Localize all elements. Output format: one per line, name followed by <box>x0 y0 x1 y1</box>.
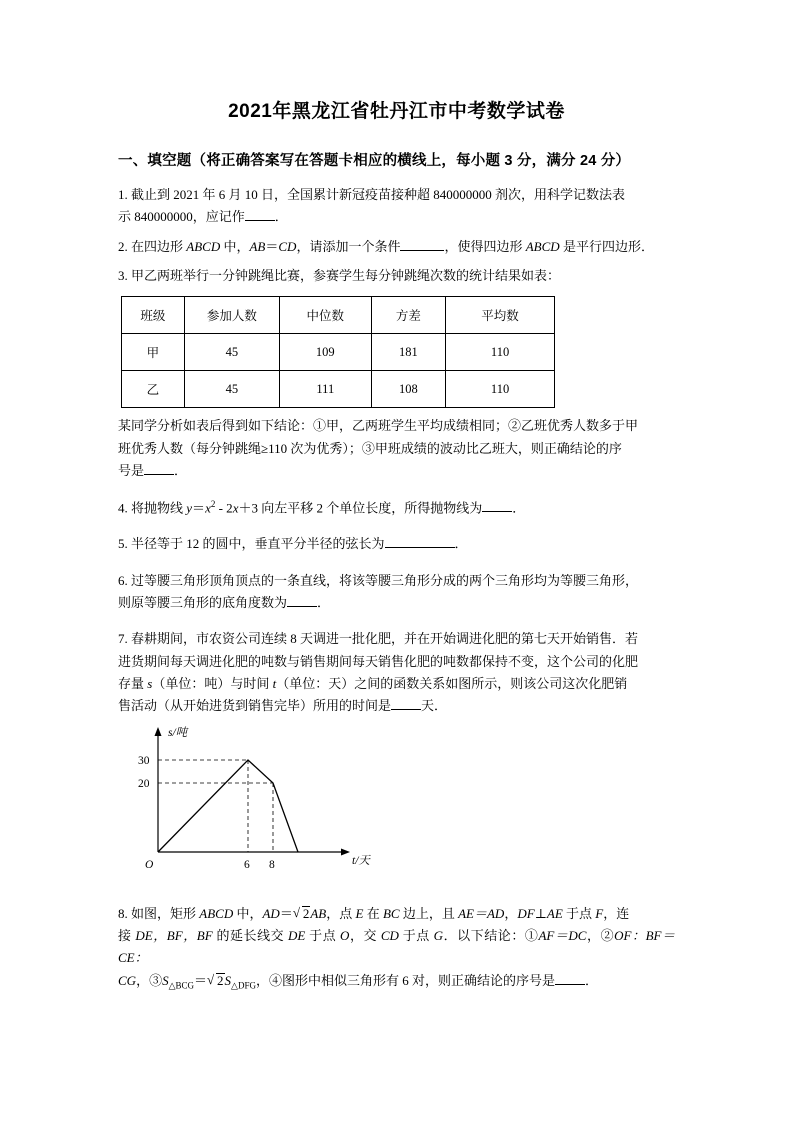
q6-line1: 过等腰三角形顶角顶点的一条直线，将该等腰三角形分成的两个三角形均为等腰三角形， <box>131 572 639 588</box>
x-tick-8: 8 <box>269 858 275 871</box>
q8-r3-sub1: △BCG <box>168 980 195 991</box>
statistics-table <box>121 296 555 408</box>
table-cell: 181 <box>371 334 445 371</box>
answer-blank-7[interactable] <box>391 709 421 710</box>
q8-r3-s: S <box>162 972 169 988</box>
q8-ff: F <box>595 905 604 921</box>
table-cell: 109 <box>279 334 371 371</box>
q6-end: ． <box>317 594 331 610</box>
q6-line2: 则原等腰三角形的底角度数为 <box>118 594 288 610</box>
question-1-period: ． <box>274 209 288 225</box>
answer-blank-2[interactable] <box>400 250 444 251</box>
question-3-text: 甲乙两班举行一分钟跳绳比赛，参赛学生每分钟跳绳次数的统计结果如表： <box>131 268 561 284</box>
q3-analysis-line3: 号是 <box>118 463 145 479</box>
q4-mid: - 2 <box>215 499 233 515</box>
table-cell: 110 <box>446 334 555 371</box>
question-1-line1: 截止到 2021 年 6 月 10 日，全国累计新冠疫苗接种超 840000000 剂次，用科学记数法表 <box>131 187 626 202</box>
answer-blank-5[interactable] <box>385 547 455 548</box>
q8-l2d: ，交 <box>349 928 381 944</box>
q8-f: 边上，且 <box>399 905 459 921</box>
q8-r1: AF＝DC <box>538 928 587 944</box>
q8-b: 中， <box>233 905 263 921</box>
answer-blank-8[interactable] <box>555 984 585 985</box>
y-axis-label: s/吨 <box>168 726 188 739</box>
q8-cd: CD <box>380 928 399 944</box>
q8-ad: AD <box>262 905 280 921</box>
question-8 <box>118 903 675 994</box>
y-tick-30: 30 <box>138 754 150 767</box>
q8-e: E <box>355 905 364 921</box>
table-header-cell: 方差 <box>371 297 445 334</box>
q8-abcd: ABCD <box>199 905 234 921</box>
q3-analysis-end: ． <box>174 463 188 479</box>
page-title: 2021年黑龙江省牡丹江市中考数学试卷 <box>228 101 565 122</box>
q8-l3c: ，④图形中相似三角形有 6 对，则正确结论的序号是 <box>255 972 555 988</box>
question-5 <box>118 533 675 555</box>
q4-eq: ＝ <box>192 499 206 515</box>
q7-t: t <box>272 676 277 691</box>
question-6-number: 6. <box>118 572 128 588</box>
table-row <box>122 371 555 408</box>
question-5-number: 5. <box>118 536 128 552</box>
question-3-analysis <box>118 415 675 482</box>
q8-sqrt-2b: √ 2 <box>207 970 225 992</box>
q8-r3-s2: S <box>224 972 232 988</box>
q3-analysis-line2: 班优秀人数（每分钟跳绳≥110 次为优秀）；③甲班成绩的波动比乙班大，则正确结论的序 <box>118 440 622 456</box>
question-7-figure <box>118 724 675 896</box>
table-header-cell: 班级 <box>122 297 185 334</box>
answer-blank-1[interactable] <box>245 220 275 221</box>
q8-l2e: 于点 <box>398 928 434 944</box>
answer-blank-3[interactable] <box>144 474 174 475</box>
q7-line3-a: 存量 <box>118 676 148 691</box>
question-1-line2: 示 840000000，应记作 <box>118 209 245 225</box>
question-2-number: 2. <box>118 238 128 254</box>
q5-end: ． <box>454 536 468 552</box>
table-row <box>122 334 555 371</box>
question-1 <box>118 184 675 229</box>
table-header-row <box>122 297 555 334</box>
q8-bc: BC <box>382 905 400 921</box>
q8-h: 于点 <box>562 905 596 921</box>
q4-plus: ＋3 向左平移 2 个单位长度，所得抛物线为 <box>238 499 483 515</box>
q8-l3a: CG <box>118 972 137 988</box>
q8-sqrt-2: √ 2 <box>293 903 311 925</box>
q8-ae-ad: AE＝AD <box>458 905 505 921</box>
q2-text-e: 是平行四边形． <box>559 238 654 254</box>
q7-line4-end: 天． <box>421 698 448 714</box>
q7-line1: 春耕期间，市农资公司连续 8 天调进一批化肥，并在开始调进化肥的第七天开始销售．若 <box>131 631 639 647</box>
q8-gg: G <box>433 928 444 944</box>
question-7-number: 7. <box>118 631 128 647</box>
q2-text-b: 中， <box>220 238 250 254</box>
q8-d: 在 <box>363 905 383 921</box>
q8-eq: ＝ <box>279 905 293 921</box>
q2-abcd-1: ABCD <box>186 238 221 254</box>
q8-r3-sub2: △DFG <box>231 980 256 991</box>
y-tick-20: 20 <box>138 777 150 790</box>
question-6 <box>118 570 675 615</box>
question-4 <box>118 497 675 520</box>
origin-label: O <box>145 858 154 871</box>
section-heading: 一、填空题（将正确答案写在答题卡相应的横线上，每小题 3 分，满分 24 分） <box>118 153 631 169</box>
q2-abcd-2: ABCD <box>525 238 560 254</box>
answer-blank-6[interactable] <box>287 606 317 607</box>
table-header-cell: 平均数 <box>446 297 555 334</box>
q8-de: DE <box>288 928 306 944</box>
q2-text-d: ，使得四边形 <box>444 238 526 254</box>
question-2 <box>118 236 675 258</box>
q8-l2f: ．以下结论：① <box>443 928 539 944</box>
q8-r3-eq: ＝ <box>194 972 208 988</box>
q8-i: ，连 <box>603 905 630 921</box>
q8-c: ，点 <box>326 905 356 921</box>
q2-text-c: ，请添加一个条件 <box>296 238 401 254</box>
q3-analysis-line1: 某同学分析如表后得到如下结论：①甲，乙两班学生平均成绩相同；②乙班优秀人数多于甲 <box>118 418 639 434</box>
q8-ab: AB <box>310 905 327 921</box>
x-tick-6: 6 <box>244 858 250 871</box>
table-cell: 甲 <box>122 334 185 371</box>
table-cell: 45 <box>184 334 279 371</box>
q7-line4: 售活动（从开始进货到销售完毕）所用的时间是 <box>118 698 392 714</box>
q4-a: 将抛物线 <box>131 499 187 515</box>
q8-o: O <box>340 928 350 944</box>
question-8-number: 8. <box>118 905 128 921</box>
q8-a: 如图，矩形 <box>131 905 200 921</box>
q8-r2: OF：BF＝CE： <box>118 928 675 966</box>
q4-y: y <box>186 499 193 515</box>
table-cell: 111 <box>279 371 371 408</box>
q4-x: x <box>205 499 211 515</box>
question-7 <box>118 628 675 717</box>
fertilizer-stock-graph <box>128 724 418 894</box>
q5-a: 半径等于 12 的圆中，垂直平分半径的弦长为 <box>131 536 385 552</box>
q8-l2a: 接 <box>118 928 136 944</box>
q4-end: ． <box>512 499 526 515</box>
q8-l2b: 的延长线交 <box>212 928 288 944</box>
q8-df-ae: DF⊥AE <box>517 905 563 921</box>
table-cell: 110 <box>446 371 555 408</box>
q2-eq: ＝ <box>265 238 279 254</box>
q7-s: s <box>147 676 153 691</box>
q8-end: ． <box>584 972 598 988</box>
q8-de-bf: DE，BF，BF <box>135 928 213 944</box>
q8-l3b: ，③ <box>136 972 163 988</box>
table-cell: 45 <box>184 371 279 408</box>
q2-ab: AB <box>249 238 266 254</box>
question-3 <box>118 265 675 287</box>
q4-x2: x <box>232 499 239 515</box>
question-3-number: 3. <box>118 268 128 284</box>
q2-text-a: 在四边形 <box>131 238 187 254</box>
q8-g: ， <box>504 905 518 921</box>
table-cell: 108 <box>371 371 445 408</box>
table-header-cell: 中位数 <box>279 297 371 334</box>
q2-cd: CD <box>278 238 297 254</box>
question-1-number: 1. <box>118 187 128 202</box>
q7-line3-b: （单位：吨）与时间 <box>152 676 273 691</box>
question-4-number: 4. <box>118 499 128 515</box>
table-header-cell: 参加人数 <box>184 297 279 334</box>
q8-l2c: 于点 <box>305 928 341 944</box>
table-cell: 乙 <box>122 371 185 408</box>
q7-line3-c: （单位：天）之间的函数关系如图所示，则该公司这次化肥销 <box>276 676 628 691</box>
q8-l2g: ，② <box>586 928 615 944</box>
answer-blank-4[interactable] <box>482 511 512 512</box>
x-axis-label: t/天 <box>352 854 370 867</box>
q7-line2: 进货期间每天调进化肥的吨数与销售期间每天销售化肥的吨数都保持不变，这个公司的化肥 <box>118 653 639 669</box>
q4-sup: 2 <box>210 498 216 509</box>
